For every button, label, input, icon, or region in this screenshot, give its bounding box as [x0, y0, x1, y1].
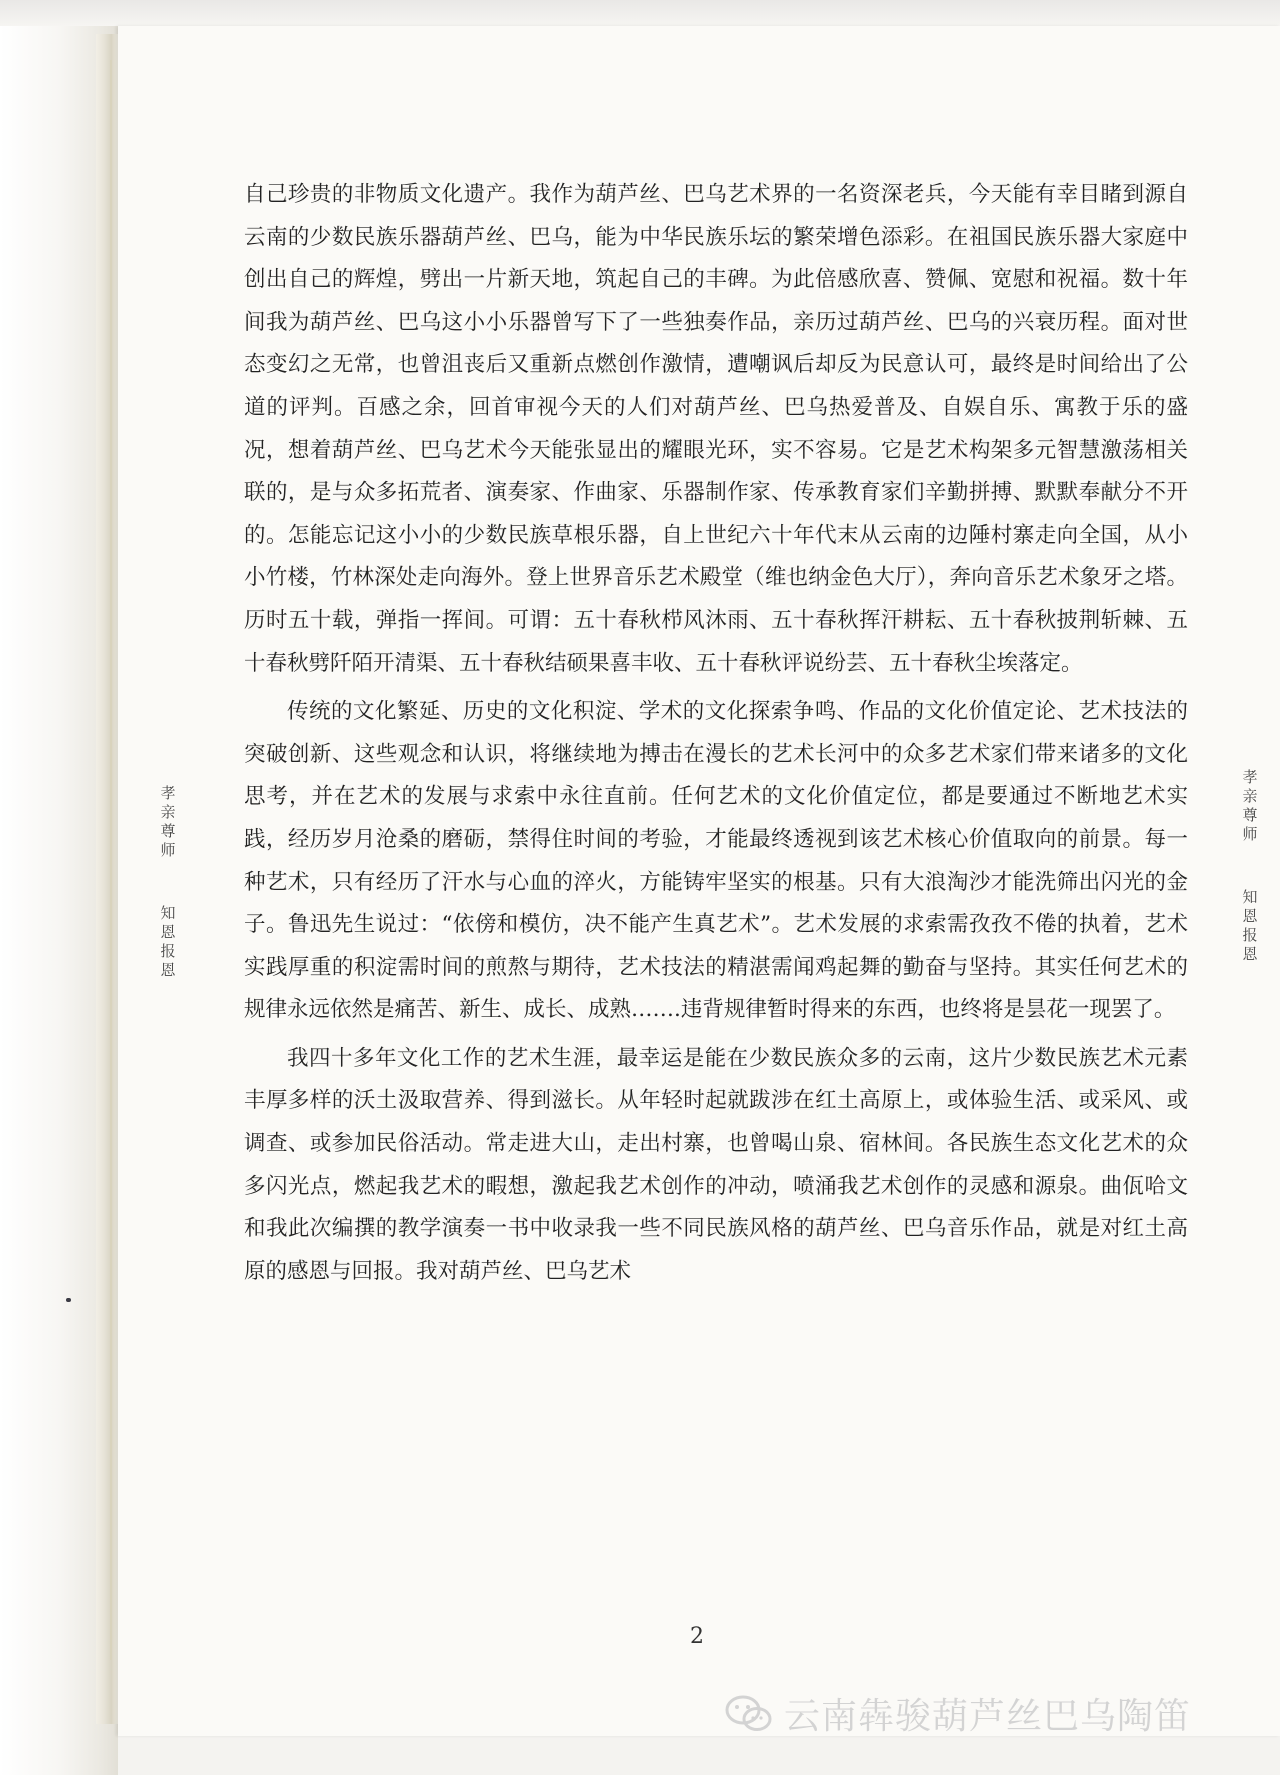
side-label-left-part2: 知恩报恩 — [160, 904, 176, 979]
page-stack-line — [110, 60, 112, 1660]
scan-speck — [66, 1298, 71, 1302]
paragraph: 我四十多年文化工作的艺术生涯，最幸运是能在少数民族众多的云南，这片少数民族艺术元素丰厚多样的沃土汲取营养、得到滋长。从年轻时起就跋涉在红土高原上，或体验生活、或采风、或调查、或参加民俗活动。常走进大山，走出村寨，也曾喝山泉、宿林间。各民族生态文化艺术的众多闪光点，燃起我艺术的暇想，激起我艺术创作的冲动，喷涌我艺术创作的灵感和源泉。曲佤哈文和我此次编撰的教学演奏一书中收录我一些不同民族风格的葫芦丝、巴乌音乐作品，就是对红土高原的感恩与回报。我对葫芦丝、巴乌艺术 — [244, 1045, 1188, 1284]
wechat-icon — [724, 1694, 774, 1734]
watermark — [724, 1688, 1191, 1739]
side-label-right-part2: 知恩报恩 — [1242, 888, 1258, 963]
page-number: 2 — [690, 1624, 704, 1649]
side-label-right-part1: 孝亲尊师 — [1242, 768, 1258, 843]
watermark-text: 云南犇骏葫芦丝巴乌陶笛 — [784, 1696, 1192, 1737]
scan-top-border — [0, 0, 1280, 26]
paragraph: 传统的文化繁延、历史的文化积淀、学术的文化探索争鸣、作品的文化价值定论、艺术技法的突破创新、这些观念和认识，将继续地为搏击在漫长的艺术长河中的众多艺术家们带来诸多的文化思考，并在艺术的发展与求索中永往直前。任何艺术的文化价值定位，都是要通过不断地艺术实践，经历岁月沧桑的磨砺，禁得住时间的考验，才能最终透视到该艺术核心价值取向的前景。每一种艺术，只有经历了汗水与心血的淬火，方能铸牢坚实的根基。只有大浪淘沙才能洗筛出闪光的金子。鲁迅先生说过：“依傍和模仿，决不能产生真艺术”。艺术发展的求索需孜孜不倦的执着，艺术实践厚重的积淀需时间的煎熬与期待，艺术技法的精湛需闻鸡起舞的勤奋与坚持。其实任何艺术的规律永远依然是痛苦、新生、成长、成熟…….违背规律暂时得来的东西，也终将是昙花一现罢了。 — [244, 699, 1188, 1023]
paragraph-continued: 自己珍贵的非物质文化遗产。我作为葫芦丝、巴乌艺术界的一名资深老兵，今天能有幸目睹到源自云南的少数民族乐器葫芦丝、巴乌，能为中华民族乐坛的繁荣增色添彩。在祖国民族乐器大家庭中创出自己的辉煌，劈出一片新天地，筑起自己的丰碑。为此倍感欣喜、赞佩、宽慰和祝福。数十年间我为葫芦丝、巴乌这小小乐器曾写下了一些独奏作品，亲历过葫芦丝、巴乌的兴衰历程。面对世态变幻之无常，也曾沮丧后又重新点燃创作激情，遭嘲讽后却反为民意认可，最终是时间给出了公道的评判。百感之余，回首审视今天的人们对葫芦丝、巴乌热爱普及、自娱自乐、寓教于乐的盛况，想着葫芦丝、巴乌艺术今天能张显出的耀眼光环，实不容易。它是艺术构架多元智慧激荡相关联的，是与众多拓荒者、演奏家、作曲家、乐器制作家、传承教育家们辛勤拼搏、默默奉献分不开的。怎能忘记这小小的少数民族草根乐器，自上世纪六十年代末从云南的边陲村寨走向全国，从小小竹楼，竹林深处走向海外。登上世界音乐艺术殿堂（维也纳金色大厅），奔向音乐艺术象牙之塔。历时五十载，弹指一挥间。可谓：五十春秋栉风沐雨、五十春秋挥汗耕耘、五十春秋披荆斩棘、五十春秋劈阡陌开清渠、五十春秋结硕果喜丰收、五十春秋评说纷芸、五十春秋尘埃落定。 — [244, 182, 1188, 676]
side-label-left-part1: 孝亲尊师 — [160, 784, 176, 859]
page-body — [244, 174, 1188, 1293]
page-stack-edge — [96, 34, 118, 1724]
